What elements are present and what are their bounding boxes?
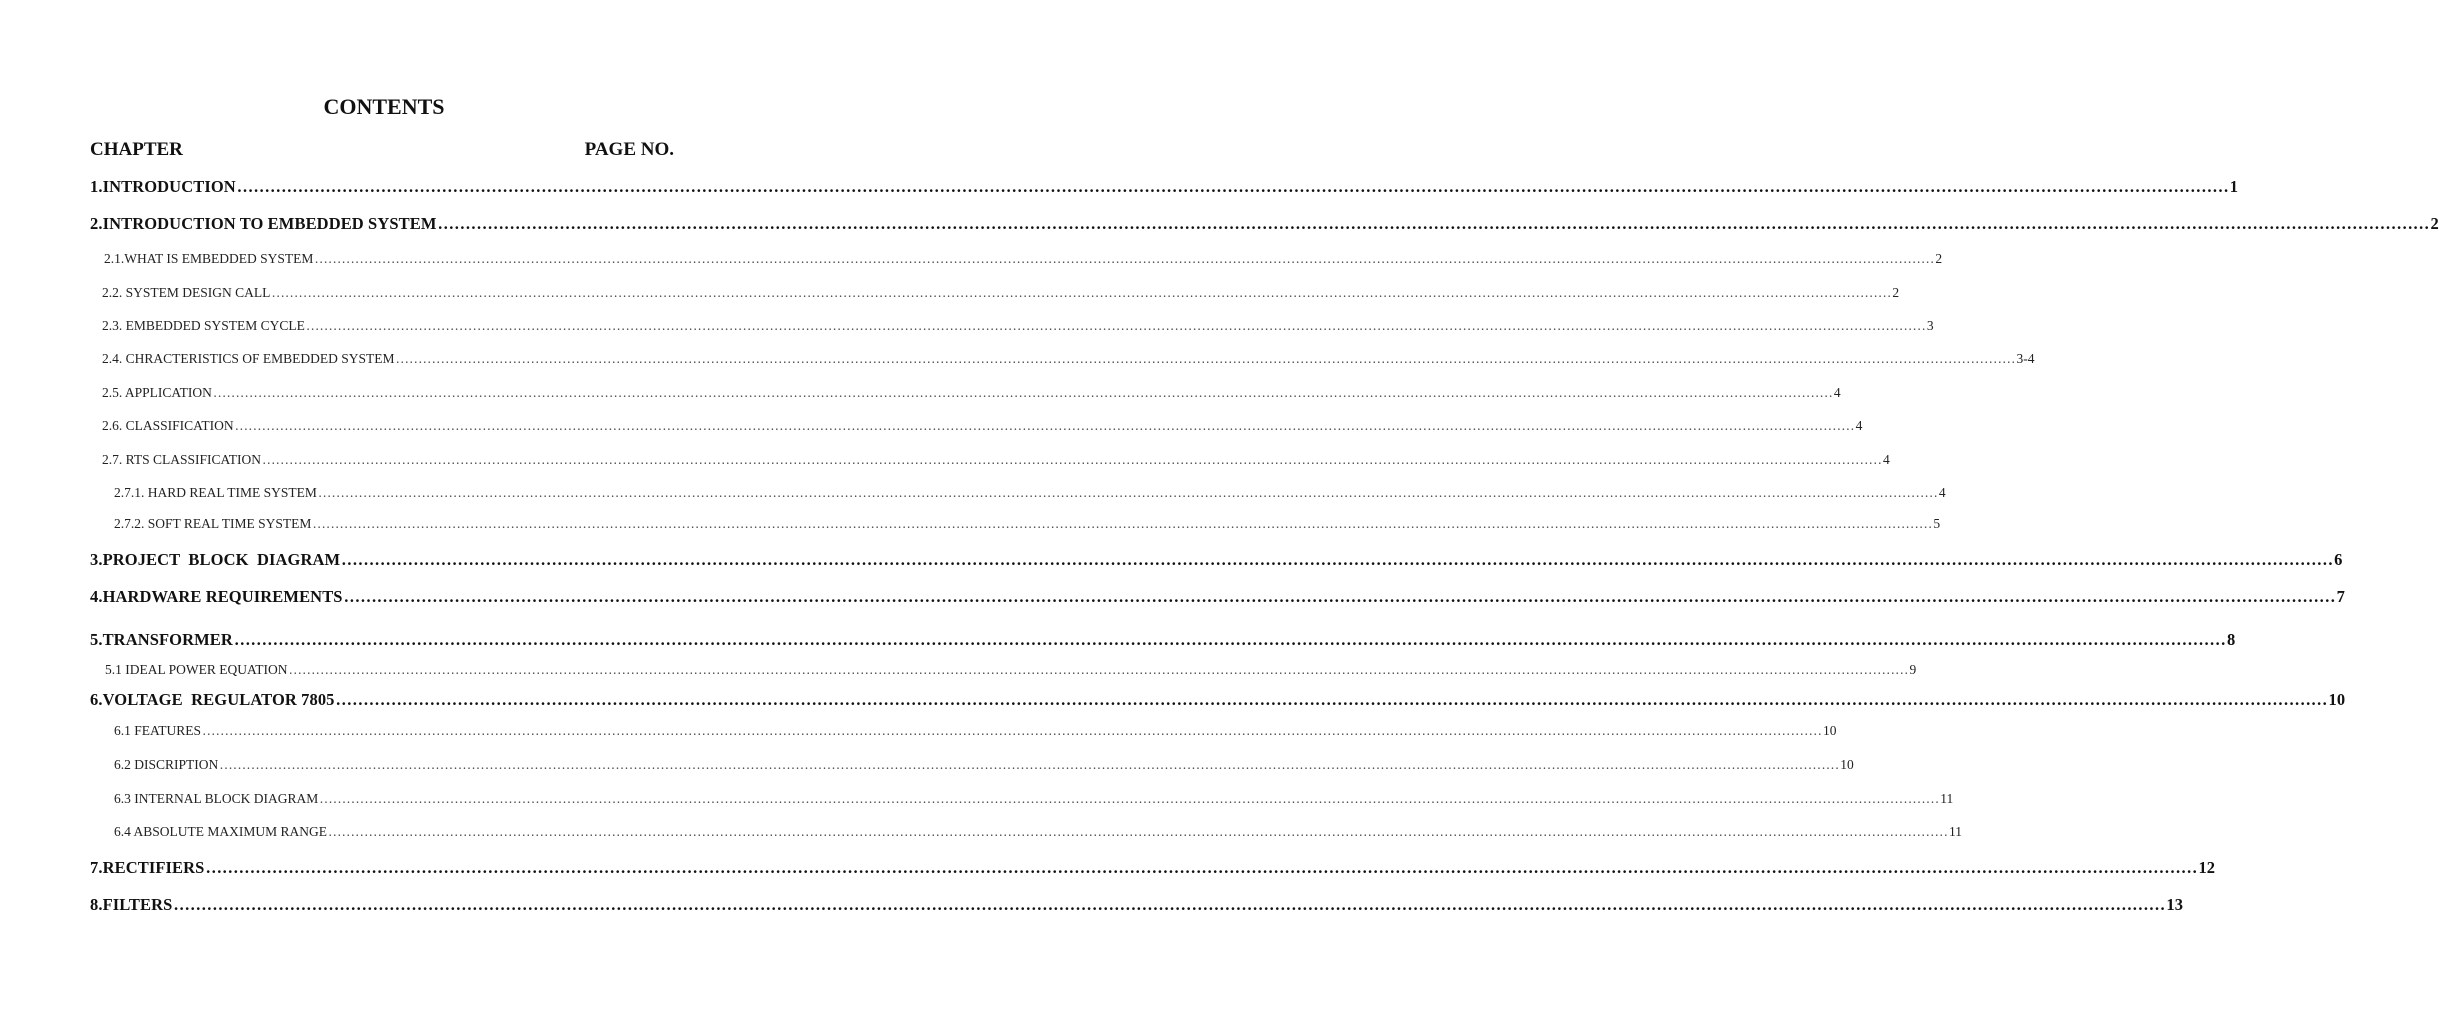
toc-entry-page: 3-4 [2016, 351, 2035, 366]
toc-entry-label: 2.5. APPLICATION [102, 385, 212, 400]
toc-entry-page: 4 [1855, 418, 1863, 433]
toc-entry[interactable] [114, 791, 1954, 807]
toc-leader-dots: ……………………………………………………………………………………………………………………………………………………………………………………………………………………………………………………………………………………………………………………………… [395, 351, 2016, 366]
toc-entry[interactable] [114, 824, 1963, 840]
toc-entry-label: 2.INTRODUCTION TO EMBEDDED SYSTEM [90, 214, 437, 233]
toc-entry-page: 6 [2334, 550, 2343, 569]
toc-entry-label: 6.1 FEATURES [114, 723, 202, 738]
toc-leader-dots: ……………………………………………………………………………………………………………………………………………………………………………………………………………………………………………………………………………………………………………………………… [271, 285, 1892, 300]
toc-leader-dots: ……………………………………………………………………………………………………………………………………………………………………………………………………………………………………………………………………………………………………………………………… [328, 824, 1949, 839]
toc-entry-label: 8.FILTERS [90, 895, 173, 914]
toc-leader-dots: ……………………………………………………………………………………………………………………………………………………………………………………………………………………………………………………………………………………………………………………………… [236, 177, 2229, 196]
toc-entry[interactable] [105, 662, 1917, 678]
chapter-column-header: CHAPTER [90, 139, 183, 160]
toc-entry-page: 2 [1935, 251, 1943, 266]
toc-leader-dots: ……………………………………………………………………………………………………………………………………………………………………………………………………………………………………………………………………………………………………………………………… [219, 757, 1840, 772]
toc-entry-page: 10 [1840, 757, 1854, 772]
toc-entry[interactable] [90, 858, 2216, 878]
toc-entry[interactable] [90, 214, 2439, 234]
toc-leader-dots: ……………………………………………………………………………………………………………………………………………………………………………………………………………………………………………………………………………………………………………………………… [261, 452, 1882, 467]
toc-leader-dots: ……………………………………………………………………………………………………………………………………………………………………………………………………………………………………………………………………………………………………………………………… [335, 690, 2328, 709]
toc-entry-page: 2 [2430, 214, 2439, 233]
toc-entry-label: 2.7.1. HARD REAL TIME SYSTEM [114, 485, 317, 500]
toc-leader-dots: ……………………………………………………………………………………………………………………………………………………………………………………………………………………………………………………………………………………………………………………………… [437, 214, 2430, 233]
toc-entry-label: 2.7.2. SOFT REAL TIME SYSTEM [114, 516, 312, 531]
toc-entry[interactable] [104, 251, 1943, 267]
toc-leader-dots: ……………………………………………………………………………………………………………………………………………………………………………………………………………………………………………………………………………………………………………………………… [234, 418, 1855, 433]
toc-entry-page: 4 [1882, 452, 1890, 467]
toc-entry[interactable] [102, 351, 2035, 367]
toc-entry[interactable] [114, 516, 1941, 532]
toc-leader-dots: ……………………………………………………………………………………………………………………………………………………………………………………………………………………………………………………………………………………………………………………………… [305, 318, 1926, 333]
toc-entry[interactable] [114, 723, 1837, 739]
toc-entry-page: 5 [1933, 516, 1941, 531]
toc-entry-page: 13 [2166, 895, 2184, 914]
toc-entry-page: 10 [1823, 723, 1837, 738]
toc-entry-label: 2.7. RTS CLASSIFICATION [102, 452, 261, 467]
toc-entry-label: 3.PROJECT BLOCK DIAGRAM [90, 550, 341, 569]
toc-leader-dots: ……………………………………………………………………………………………………………………………………………………………………………………………………………………………………………………………………………………………………………………………… [343, 587, 2336, 606]
toc-entry[interactable] [114, 757, 1854, 773]
toc-entry-page: 8 [2226, 630, 2236, 649]
toc-entry-page: 3 [1926, 318, 1934, 333]
toc-entry-label: 5.1 IDEAL POWER EQUATION [105, 662, 288, 677]
toc-entry[interactable] [90, 587, 2345, 607]
toc-entry-label: 6.3 INTERNAL BLOCK DIAGRAM [114, 791, 319, 806]
toc-entry-page: 12 [2198, 858, 2216, 877]
toc-entry-page: 11 [1949, 824, 1963, 839]
toc-entry[interactable] [90, 690, 2346, 710]
toc-entry[interactable] [102, 452, 1890, 468]
toc-leader-dots: ……………………………………………………………………………………………………………………………………………………………………………………………………………………………………………………………………………………………………………………………… [212, 385, 1833, 400]
toc-leader-dots: ……………………………………………………………………………………………………………………………………………………………………………………………………………………………………………………………………………………………………………………………… [341, 550, 2334, 569]
toc-leader-dots: ……………………………………………………………………………………………………………………………………………………………………………………………………………………………………………………………………………………………………………………………… [288, 662, 1909, 677]
toc-entry-page: 11 [1940, 791, 1954, 806]
toc-leader-dots: ……………………………………………………………………………………………………………………………………………………………………………………………………………………………………………………………………………………………………………………………… [202, 723, 1823, 738]
toc-entry[interactable] [102, 285, 1900, 301]
toc-entry[interactable] [102, 418, 1863, 434]
toc-entry[interactable] [90, 630, 2236, 650]
toc-entry-label: 2.3. EMBEDDED SYSTEM CYCLE [102, 318, 305, 333]
toc-entry-page: 10 [2328, 690, 2346, 709]
toc-entry-label: 4.HARDWARE REQUIREMENTS [90, 587, 343, 606]
toc-entry[interactable] [114, 485, 1946, 501]
toc-leader-dots: ……………………………………………………………………………………………………………………………………………………………………………………………………………………………………………………………………………………………………………………………… [317, 485, 1938, 500]
toc-entry-label: 2.4. CHRACTERISTICS OF EMBEDDED SYSTEM [102, 351, 395, 366]
toc-entry-label: 2.6. CLASSIFICATION [102, 418, 234, 433]
toc-entry-page: 7 [2336, 587, 2345, 606]
toc-leader-dots: ……………………………………………………………………………………………………………………………………………………………………………………………………………………………………………………………………………………………………………………………… [312, 516, 1933, 531]
toc-entry-label: 7.RECTIFIERS [90, 858, 205, 877]
toc-leader-dots: ……………………………………………………………………………………………………………………………………………………………………………………………………………………………………………………………………………………………………………………………… [233, 630, 2226, 649]
page-number-column-header: PAGE NO. [584, 139, 674, 160]
toc-leader-dots: ……………………………………………………………………………………………………………………………………………………………………………………………………………………………………………………………………………………………………………………………… [314, 251, 1935, 266]
toc-entry-label: 2.1.WHAT IS EMBEDDED SYSTEM [104, 251, 314, 266]
toc-entry-page: 4 [1833, 385, 1841, 400]
toc-entry-label: 6.VOLTAGE REGULATOR 7805 [90, 690, 335, 709]
toc-entry-page: 9 [1909, 662, 1917, 677]
toc-entry[interactable] [90, 177, 2239, 197]
contents-heading: CONTENTS [323, 94, 445, 119]
toc-leader-dots: ……………………………………………………………………………………………………………………………………………………………………………………………………………………………………………………………………………………………………………………………… [319, 791, 1940, 806]
toc-entry[interactable] [90, 550, 2343, 570]
toc-entry-page: 1 [2229, 177, 2239, 196]
toc-leader-dots: ……………………………………………………………………………………………………………………………………………………………………………………………………………………………………………………………………………………………………………………………… [173, 895, 2166, 914]
toc-entry[interactable] [102, 385, 1841, 401]
toc-entry-label: 6.4 ABSOLUTE MAXIMUM RANGE [114, 824, 328, 839]
toc-entry-page: 4 [1938, 485, 1946, 500]
toc-entry[interactable] [102, 318, 1934, 334]
toc-entry-page: 2 [1892, 285, 1900, 300]
toc-entry-label: 2.2. SYSTEM DESIGN CALL [102, 285, 271, 300]
toc-leader-dots: ……………………………………………………………………………………………………………………………………………………………………………………………………………………………………………………………………………………………………………………………… [205, 858, 2198, 877]
toc-entry-label: 1.INTRODUCTION [90, 177, 236, 196]
toc-entry-label: 5.TRANSFORMER [90, 630, 233, 649]
toc-entry-label: 6.2 DISCRIPTION [114, 757, 219, 772]
toc-entry[interactable] [90, 895, 2184, 915]
